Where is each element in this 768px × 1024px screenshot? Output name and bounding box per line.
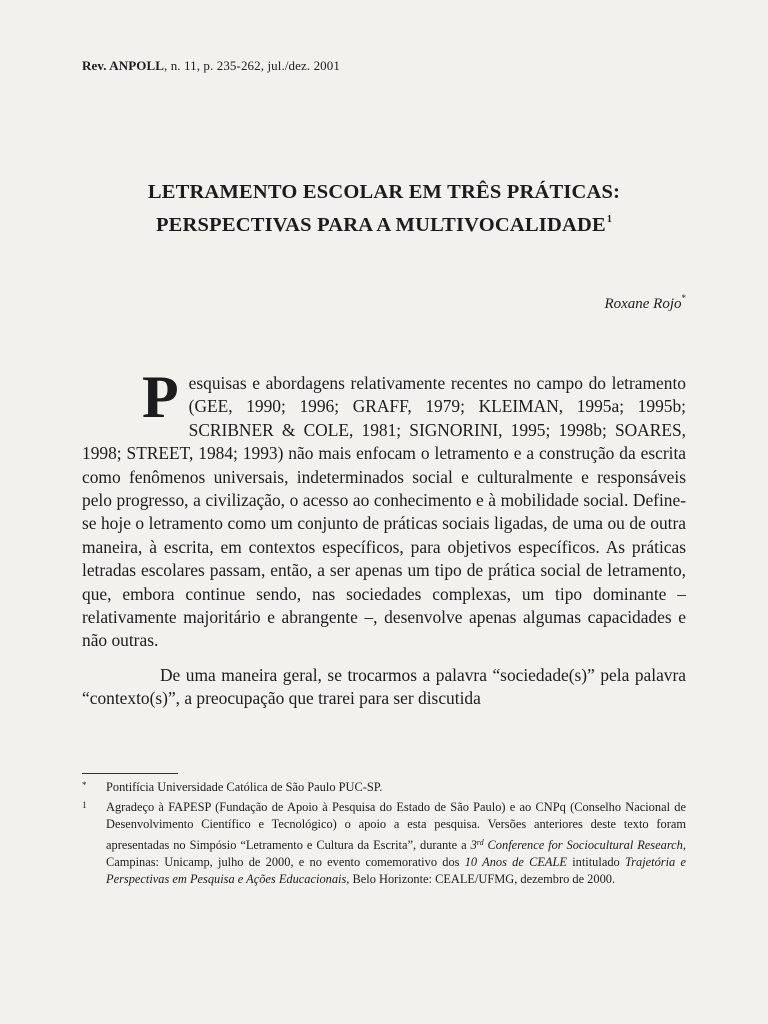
- footnotes: [82, 779, 686, 891]
- body-paragraph-1-text: esquisas e abordagens relativamente recentes no campo do letramento (GEE, 1990; 1996; GRAFF, 1979; KLEIMAN, 1995a; 1995b; SCRIBNER & COLE, 1981; SIGNORINI, 1995; 1998b; SOARES, 1998; STREET, 1984; 1993) não mais enfocam o letramento e a construção da escrita como fenômenos universais, indeterminados social e culturalmente e responsáveis pelo progresso, a civilização, o acesso ao conhecimento e à mobilidade social. Define-se hoje o letramento como um conjunto de práticas sociais ligadas, de uma ou de outra maneira, à escrita, em contextos específicos, para objetivos específicos. As práticas letradas escolares passam, então, a ser apenas um tipo de prática social de letramento, que, embora continue sendo, nas sociedades complexas, um tipo dominante – relativamente majoritário e abrangente –, desenvolve apenas algumas capacidades e não outras.: [82, 373, 686, 651]
- title-line-2-text: PERSPECTIVAS PARA A MULTIVOCALIDADE: [155, 214, 606, 236]
- article-title: [80, 178, 688, 239]
- ordinal-number: 3: [470, 837, 477, 852]
- title-footnote-mark: 1: [606, 214, 613, 225]
- footnote-text-part-2: , Campinas: Unicamp, julho de 2000, e no evento comemorativo dos: [106, 837, 686, 869]
- article-body: [82, 364, 686, 711]
- author-footnote-mark: *: [681, 293, 686, 303]
- title-line-2: [80, 206, 688, 239]
- title-line-1: LETRAMENTO ESCOLAR EM TRÊS PRÁTICAS:: [147, 181, 621, 203]
- event-1-name: Conference for Sociocultural Research: [483, 837, 683, 852]
- running-header: [82, 58, 340, 74]
- footnote-author-affiliation: [82, 779, 686, 796]
- footnote-text-part-3: intitulado: [566, 854, 625, 869]
- footnote-event-2: 10 Anos de CEALE: [464, 854, 567, 869]
- footnote-text-part-1: Agradeço à FAPESP (Fundação de Apoio à Pesquisa do Estado de São Paulo) e ao CNPq (Conselho Nacional de Desenvolvimento Científico e Tecnológico) o apoio a esta pesquisa. Versões anteriores deste texto foram apresentadas no Simpósio “Letramento e Cultura da Escrita”, durante a: [106, 800, 686, 852]
- journal-citation: , n. 11, p. 235-262, jul./dez. 2001: [164, 58, 340, 73]
- body-paragraph-1: [82, 364, 686, 653]
- footnote-text: Pontifícia Universidade Católica de São Paulo PUC-SP.: [106, 780, 383, 794]
- body-paragraph-2: De uma maneira geral, se trocarmos a palavra “sociedade(s)” pela palavra “contexto(s)”, a preocupação que trarei para ser discutida: [82, 664, 686, 709]
- footnote-text-part-4: , Belo Horizonte: CEALE/UFMG, dezembro de 2000.: [346, 872, 616, 887]
- author-name: Roxane Rojo: [604, 296, 682, 312]
- footnote-acknowledgement: [82, 799, 686, 888]
- journal-name: Rev. ANPOLL: [82, 58, 164, 73]
- footnote-divider: [82, 773, 178, 774]
- footnote-mark: 1: [82, 800, 87, 811]
- footnote-event-3: Trajetória e Perspectivas em Pesquisa e Ações Educacionais: [106, 854, 686, 887]
- author-byline: [604, 293, 686, 313]
- ordinal-suffix: rd: [476, 837, 484, 847]
- footnote-event-1: [471, 838, 683, 852]
- footnote-mark: *: [82, 780, 87, 790]
- drop-cap: P: [142, 364, 179, 430]
